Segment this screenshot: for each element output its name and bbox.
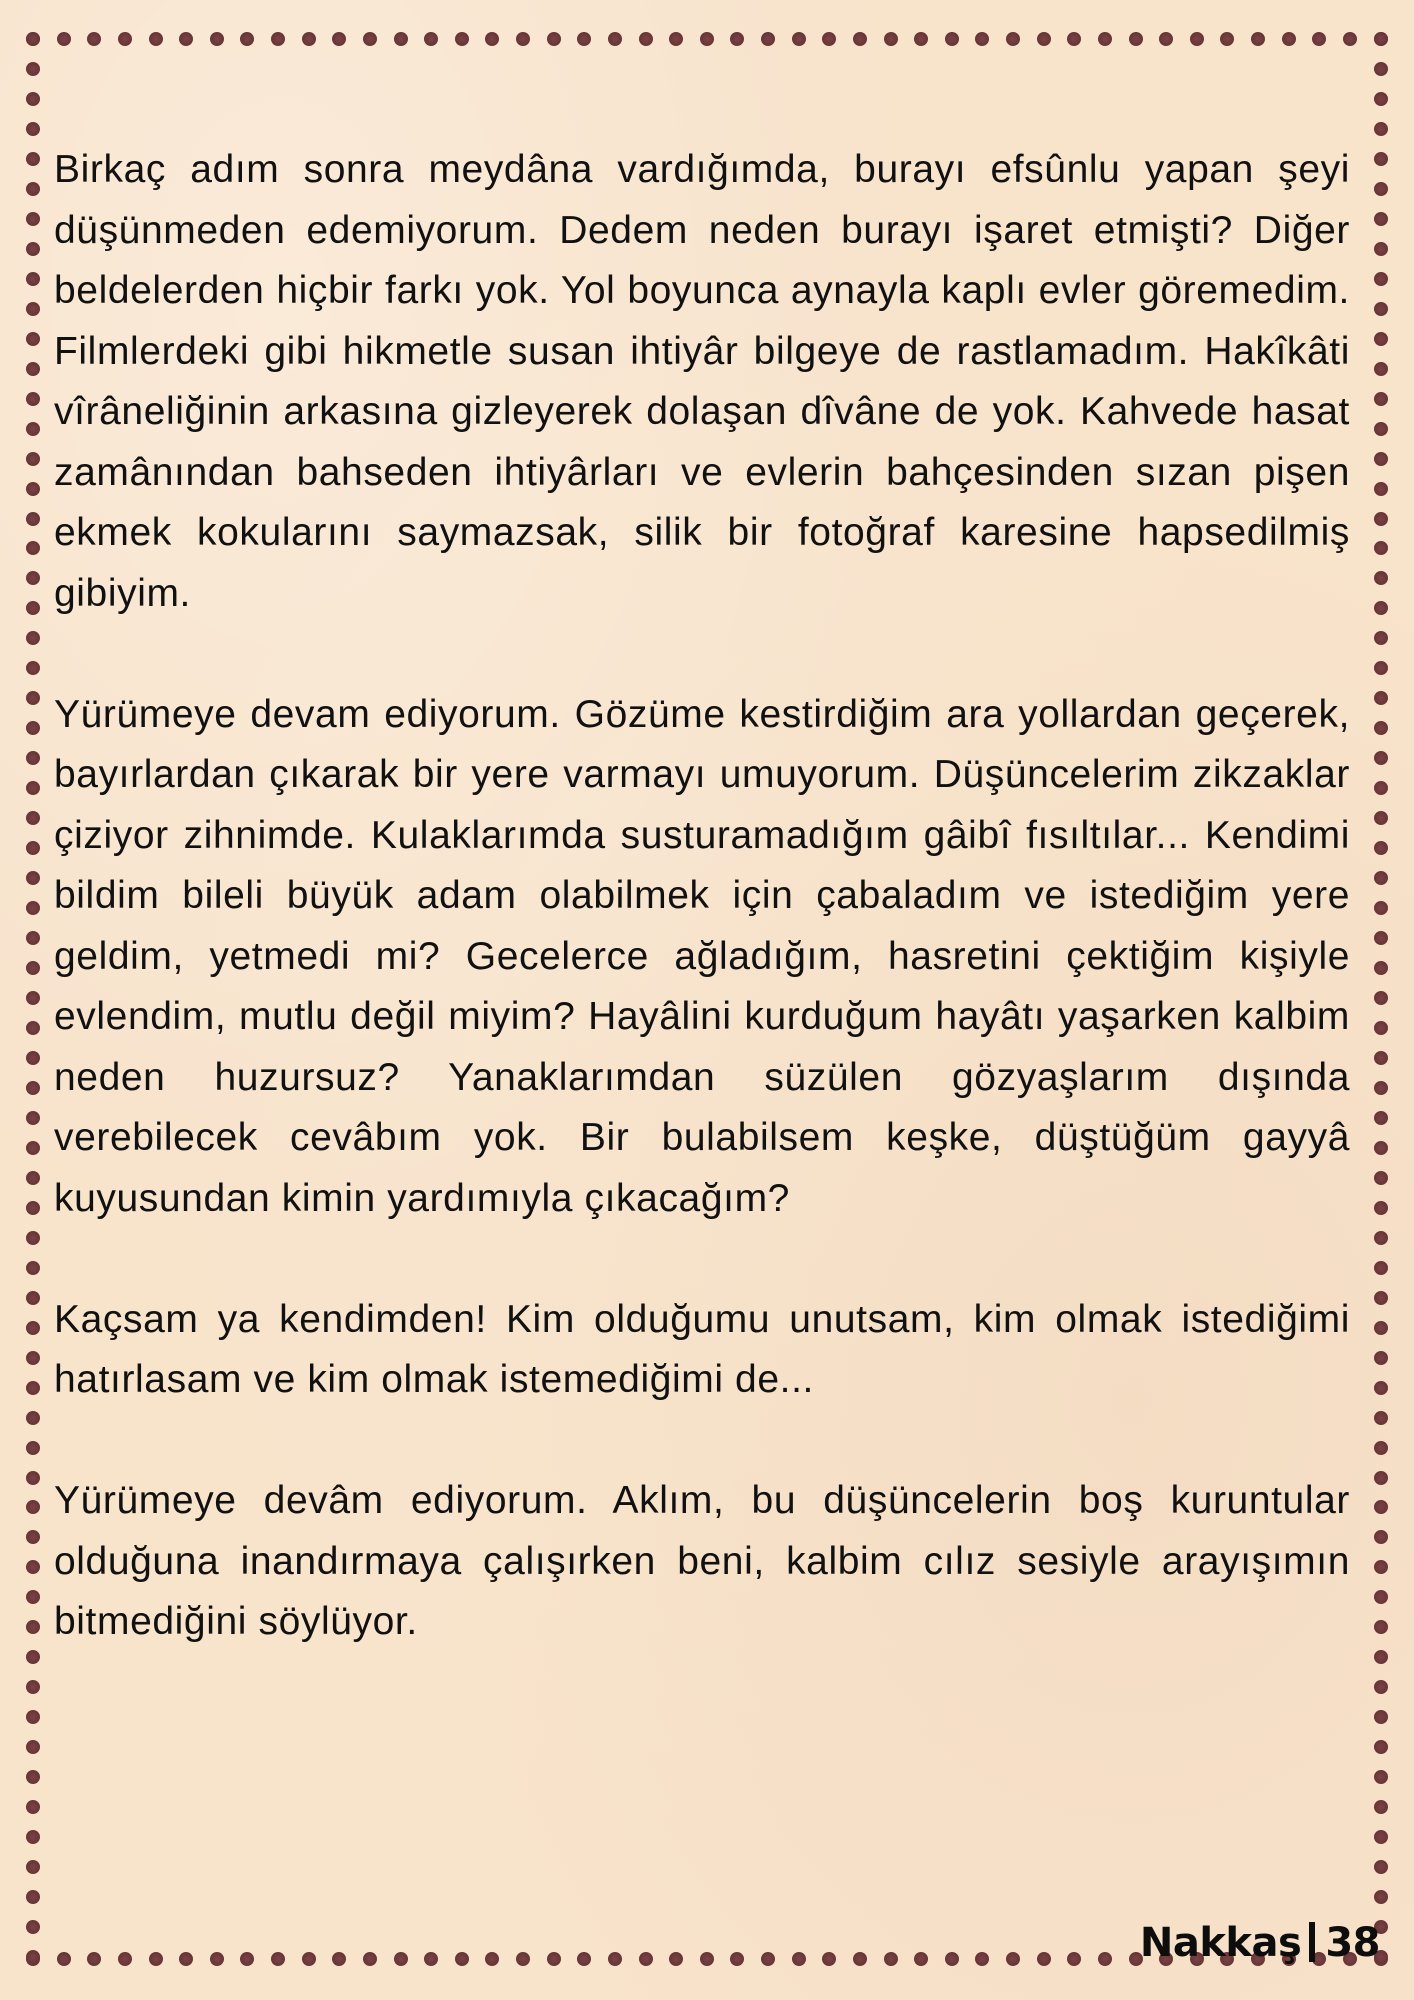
border-right-dot — [1374, 691, 1388, 705]
border-top-dot — [240, 32, 254, 46]
border-bottom-dot — [1098, 1952, 1112, 1966]
border-bottom-dot — [577, 1952, 591, 1966]
border-left-dot — [26, 182, 40, 196]
border-left-dot — [26, 1830, 40, 1844]
border-left-dot — [26, 661, 40, 675]
border-right-dot — [1374, 751, 1388, 765]
border-right-dot — [1374, 1800, 1388, 1814]
border-left-dot — [26, 1950, 40, 1964]
border-bottom-dot — [516, 1952, 530, 1966]
border-top-dot — [853, 32, 867, 46]
border-right-dot — [1374, 1530, 1388, 1544]
footer-separator — [1309, 1922, 1315, 1962]
border-right-dot — [1374, 212, 1388, 226]
border-bottom-dot — [363, 1952, 377, 1966]
border-right-dot — [1374, 182, 1388, 196]
border-top-dot — [332, 32, 346, 46]
border-left-dot — [26, 362, 40, 376]
border-bottom-dot — [975, 1952, 989, 1966]
border-left-dot — [26, 1351, 40, 1365]
border-right-dot — [1374, 1321, 1388, 1335]
border-right-dot — [1374, 901, 1388, 915]
border-left-dot — [26, 1530, 40, 1544]
border-top-dot — [179, 32, 193, 46]
border-bottom-dot — [394, 1952, 408, 1966]
border-right-dot — [1374, 631, 1388, 645]
border-left-dot — [26, 1890, 40, 1904]
border-left-dot — [26, 1710, 40, 1724]
border-left-dots — [26, 32, 40, 1964]
border-right-dot — [1374, 1261, 1388, 1275]
border-right-dot — [1374, 1051, 1388, 1065]
border-top-dot — [1098, 32, 1112, 46]
border-bottom-dot — [1037, 1952, 1051, 1966]
border-left-dot — [26, 512, 40, 526]
border-top-dot — [516, 32, 530, 46]
border-right-dot — [1374, 1201, 1388, 1215]
border-left-dot — [26, 332, 40, 346]
border-right-dot — [1374, 781, 1388, 795]
border-left-dot — [26, 152, 40, 166]
border-left-dot — [26, 961, 40, 975]
page-body — [54, 140, 1350, 1713]
border-left-dot — [26, 1381, 40, 1395]
border-left-dot — [26, 1560, 40, 1574]
border-bottom-dot — [332, 1952, 346, 1966]
border-bottom-dot — [240, 1952, 254, 1966]
border-right-dot — [1374, 601, 1388, 615]
border-top-dot — [1129, 32, 1143, 46]
border-right-dot — [1374, 1770, 1388, 1784]
border-left-dot — [26, 781, 40, 795]
border-right-dot — [1374, 92, 1388, 106]
border-right-dot — [1374, 1441, 1388, 1455]
border-bottom-dot — [884, 1952, 898, 1966]
border-left-dot — [26, 931, 40, 945]
border-top-dot — [792, 32, 806, 46]
border-bottom-dot — [485, 1952, 499, 1966]
border-bottom-dot — [302, 1952, 316, 1966]
border-left-dot — [26, 601, 40, 615]
border-bottom-dot — [945, 1952, 959, 1966]
border-left-dot — [26, 1590, 40, 1604]
border-right-dot — [1374, 871, 1388, 885]
border-top-dot — [210, 32, 224, 46]
border-right-dot — [1374, 32, 1388, 46]
border-left-dot — [26, 422, 40, 436]
border-top-dot — [1312, 32, 1326, 46]
border-left-dot — [26, 1081, 40, 1095]
border-left-dot — [26, 1261, 40, 1275]
border-right-dot — [1374, 242, 1388, 256]
border-top-dot — [700, 32, 714, 46]
border-top-dot — [577, 32, 591, 46]
border-top-dots — [26, 32, 1388, 46]
border-bottom-dot — [914, 1952, 928, 1966]
border-left-dot — [26, 272, 40, 286]
border-top-dot — [669, 32, 683, 46]
border-left-dot — [26, 62, 40, 76]
border-left-dot — [26, 1321, 40, 1335]
border-left-dot — [26, 392, 40, 406]
border-right-dot — [1374, 1860, 1388, 1874]
border-top-dot — [1159, 32, 1173, 46]
border-right-dot — [1374, 452, 1388, 466]
border-bottom-dot — [87, 1952, 101, 1966]
border-right-dot — [1374, 961, 1388, 975]
border-bottom-dot — [730, 1952, 744, 1966]
border-right-dot — [1374, 1500, 1388, 1514]
border-bottom-dot — [57, 1952, 71, 1966]
border-top-dot — [1067, 32, 1081, 46]
border-right-dot — [1374, 482, 1388, 496]
border-right-dot — [1374, 571, 1388, 585]
border-right-dot — [1374, 1081, 1388, 1095]
border-right-dot — [1374, 122, 1388, 136]
border-top-dot — [822, 32, 836, 46]
border-bottom-dot — [118, 1952, 132, 1966]
border-right-dot — [1374, 1111, 1388, 1125]
border-bottom-dot — [210, 1952, 224, 1966]
border-bottom-dot — [271, 1952, 285, 1966]
paragraph-1: Birkaç adım sonra meydâna vardığımda, burayı efsûnlu yapan şeyi düşünmeden edemiyorum. Dedem neden burayı işaret etmişti? Diğer beldelerden hiçbir farkı yok. Yol boyunca aynayla kaplı evler göremedim. Filmlerdeki gibi hikmetle susan ihtiyâr bilgeye de rastlamadım. Hakîkâti vîrâneliğinin arkasına gizleyerek dolaşan dîvâne de yok. Kahvede hasat zamânından bahseden ihtiyârları ve evlerin bahçesinden sızan pişen ekmek kokularını saymazsak, silik bir fotoğraf karesine hapsedilmiş gibiyim. — [54, 148, 1350, 615]
border-left-dot — [26, 1141, 40, 1155]
border-left-dot — [26, 871, 40, 885]
border-top-dot — [730, 32, 744, 46]
border-right-dot — [1374, 1231, 1388, 1245]
border-left-dot — [26, 1171, 40, 1185]
border-right-dot — [1374, 931, 1388, 945]
border-left-dot — [26, 1291, 40, 1305]
border-left-dot — [26, 242, 40, 256]
border-top-dot — [424, 32, 438, 46]
border-left-dot — [26, 1231, 40, 1245]
border-left-dot — [26, 122, 40, 136]
paragraph-3: Kaçsam ya kendimden! Kim olduğumu unutsam, kim olmak istediğimi hatırlasam ve kim olmak istemediğimi de... — [54, 1297, 1350, 1401]
border-bottom-dot — [639, 1952, 653, 1966]
border-bottom-dot — [853, 1952, 867, 1966]
border-left-dot — [26, 1441, 40, 1455]
border-top-dot — [87, 32, 101, 46]
border-left-dot — [26, 1680, 40, 1694]
border-left-dot — [26, 721, 40, 735]
border-right-dot — [1374, 272, 1388, 286]
border-top-dot — [485, 32, 499, 46]
border-top-dot — [1251, 32, 1265, 46]
border-right-dot — [1374, 841, 1388, 855]
border-left-dot — [26, 1770, 40, 1784]
border-right-dot — [1374, 332, 1388, 346]
border-right-dot — [1374, 1171, 1388, 1185]
border-top-dot — [394, 32, 408, 46]
border-right-dot — [1374, 512, 1388, 526]
border-top-dot — [945, 32, 959, 46]
border-left-dot — [26, 901, 40, 915]
border-right-dots — [1374, 32, 1388, 1964]
border-left-dot — [26, 1620, 40, 1634]
border-bottom-dot — [1067, 1952, 1081, 1966]
border-top-dot — [302, 32, 316, 46]
publication-name: Nakkaş — [1139, 1920, 1302, 1966]
page-footer — [1139, 1920, 1380, 1966]
border-left-dot — [26, 541, 40, 555]
border-top-dot — [975, 32, 989, 46]
border-left-dot — [26, 1411, 40, 1425]
border-bottom-dot — [792, 1952, 806, 1966]
border-top-dot — [57, 32, 71, 46]
border-top-dot — [363, 32, 377, 46]
border-left-dot — [26, 212, 40, 226]
border-right-dot — [1374, 1620, 1388, 1634]
border-right-dot — [1374, 1890, 1388, 1904]
border-right-dot — [1374, 392, 1388, 406]
border-top-dot — [884, 32, 898, 46]
border-right-dot — [1374, 991, 1388, 1005]
border-top-dot — [1220, 32, 1234, 46]
border-left-dot — [26, 991, 40, 1005]
border-bottom-dot — [1006, 1952, 1020, 1966]
border-bottom-dot — [761, 1952, 775, 1966]
border-right-dot — [1374, 1021, 1388, 1035]
border-left-dot — [26, 452, 40, 466]
border-right-dot — [1374, 661, 1388, 675]
border-left-dot — [26, 1500, 40, 1514]
border-left-dot — [26, 1860, 40, 1874]
border-right-dot — [1374, 541, 1388, 555]
border-left-dot — [26, 92, 40, 106]
border-left-dot — [26, 1051, 40, 1065]
border-right-dot — [1374, 811, 1388, 825]
border-top-dot — [1037, 32, 1051, 46]
border-bottom-dot — [547, 1952, 561, 1966]
border-right-dot — [1374, 1710, 1388, 1724]
border-left-dot — [26, 1650, 40, 1664]
border-right-dot — [1374, 302, 1388, 316]
border-top-dot — [1282, 32, 1296, 46]
border-bottom-dot — [822, 1952, 836, 1966]
border-left-dot — [26, 1800, 40, 1814]
border-bottom-dot — [608, 1952, 622, 1966]
border-right-dot — [1374, 62, 1388, 76]
border-top-dot — [761, 32, 775, 46]
border-top-dot — [639, 32, 653, 46]
border-right-dot — [1374, 1740, 1388, 1754]
border-right-dot — [1374, 1291, 1388, 1305]
border-top-dot — [608, 32, 622, 46]
border-right-dot — [1374, 1411, 1388, 1425]
border-right-dot — [1374, 1590, 1388, 1604]
border-left-dot — [26, 482, 40, 496]
border-left-dot — [26, 811, 40, 825]
border-right-dot — [1374, 1351, 1388, 1365]
border-left-dot — [26, 631, 40, 645]
border-top-dot — [1190, 32, 1204, 46]
border-bottom-dot — [700, 1952, 714, 1966]
paragraph-4: Yürümeye devâm ediyorum. Aklım, bu düşüncelerin boş kuruntular olduğuna inandırmaya çalışırken beni, kalbim cılız sesiyle arayışımın bitmediğini söylüyor. — [54, 1479, 1350, 1643]
border-left-dot — [26, 32, 40, 46]
border-top-dot — [547, 32, 561, 46]
border-bottom-dot — [179, 1952, 193, 1966]
border-top-dot — [1006, 32, 1020, 46]
border-bottom-dot — [149, 1952, 163, 1966]
border-top-dot — [271, 32, 285, 46]
border-bottom-dot — [424, 1952, 438, 1966]
border-left-dot — [26, 1201, 40, 1215]
border-left-dot — [26, 841, 40, 855]
border-left-dot — [26, 1740, 40, 1754]
border-top-dot — [118, 32, 132, 46]
border-right-dot — [1374, 1560, 1388, 1574]
border-right-dot — [1374, 1650, 1388, 1664]
border-right-dot — [1374, 362, 1388, 376]
border-left-dot — [26, 1021, 40, 1035]
border-left-dot — [26, 1471, 40, 1485]
border-right-dot — [1374, 152, 1388, 166]
border-right-dot — [1374, 1830, 1388, 1844]
border-left-dot — [26, 302, 40, 316]
border-left-dot — [26, 1920, 40, 1934]
border-right-dot — [1374, 1141, 1388, 1155]
page-number: 38 — [1325, 1920, 1380, 1966]
border-right-dot — [1374, 721, 1388, 735]
border-top-dot — [914, 32, 928, 46]
border-right-dot — [1374, 1680, 1388, 1694]
border-right-dot — [1374, 1471, 1388, 1485]
border-right-dot — [1374, 1381, 1388, 1395]
border-top-dot — [1343, 32, 1357, 46]
paragraph-2: Yürümeye devam ediyorum. Gözüme kestirdiğim ara yollardan geçerek, bayırlardan çıkarak bir yere varmayı umuyorum. Düşüncelerim zikzaklar çiziyor zihnimde. Kulaklarımda susturamadığım gâibî fısıltılar... Kendimi bildim bileli büyük adam olabilmek için çabaladım ve istediğim yere geldim, yetmedi mi? Gecelerce ağladığım, hasretini çektiğim kişiyle evlendim, mutlu değil miyim? Hayâlini kurduğum hayâtı yaşarken kalbim neden huzursuz? Yanaklarımdan süzülen gözyaşlarım dışında verebilecek cevâbım yok. Bir bulabilsem keşke, düştüğüm gayyâ kuyusundan kimin yardımıyla çıkacağım? — [54, 692, 1350, 1220]
border-left-dot — [26, 751, 40, 765]
border-left-dot — [26, 691, 40, 705]
border-bottom-dot — [669, 1952, 683, 1966]
border-left-dot — [26, 1111, 40, 1125]
border-right-dot — [1374, 422, 1388, 436]
border-bottom-dot — [455, 1952, 469, 1966]
border-top-dot — [455, 32, 469, 46]
border-top-dot — [149, 32, 163, 46]
border-left-dot — [26, 571, 40, 585]
